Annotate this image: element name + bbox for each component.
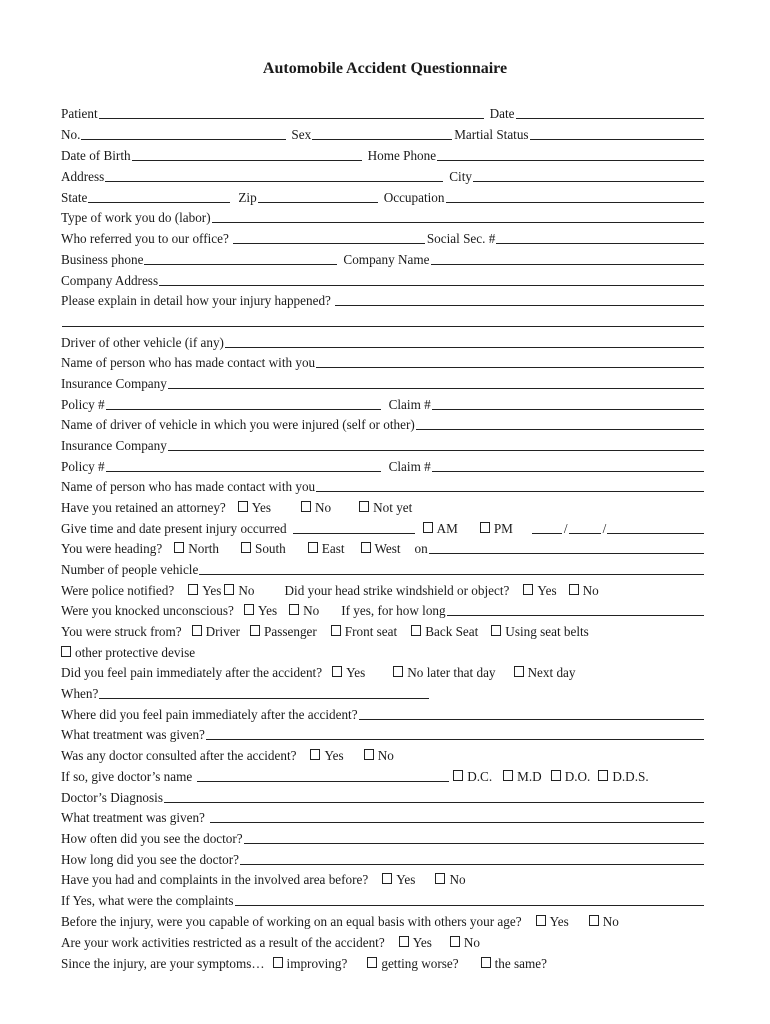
row-dob	[61, 143, 706, 163]
doctor-name-label: If so, give doctor’s name	[61, 769, 193, 784]
row-state	[61, 185, 706, 205]
row-explain	[61, 288, 706, 308]
time-field[interactable]	[293, 520, 415, 534]
checkbox-icon[interactable]	[423, 522, 433, 533]
people-field[interactable]	[199, 561, 704, 575]
how-long-label: How long did you see the doctor?	[61, 852, 239, 867]
checkbox-icon[interactable]	[453, 770, 463, 781]
option-label: South	[255, 541, 286, 556]
row-company-address	[61, 268, 706, 288]
row-heading	[61, 536, 706, 556]
address-field[interactable]	[105, 168, 443, 182]
option-label: Yes	[324, 748, 344, 763]
checkbox-icon[interactable]	[411, 625, 421, 636]
checkbox-icon[interactable]	[361, 542, 371, 553]
zip-field[interactable]	[258, 189, 378, 203]
state-field[interactable]	[88, 189, 230, 203]
policy-field[interactable]	[106, 396, 381, 410]
claim-field[interactable]	[432, 396, 704, 410]
am-option[interactable]	[423, 521, 458, 536]
checkbox-icon[interactable]	[174, 542, 184, 553]
option-label: getting worse?	[381, 956, 459, 971]
option-label: No	[463, 935, 481, 950]
checkbox-icon[interactable]	[332, 666, 342, 677]
pm-option[interactable]	[480, 521, 513, 536]
row-driver-injured	[61, 412, 706, 432]
checkbox-icon[interactable]	[382, 873, 392, 884]
row-struck	[61, 619, 706, 639]
row-how-long	[61, 847, 706, 867]
row-complaints	[61, 867, 706, 887]
pain-question: Did you feel pain immediately after the accident?	[61, 665, 323, 680]
checkbox-icon[interactable]	[331, 625, 341, 636]
work-type-field[interactable]	[212, 209, 704, 223]
pain-later-option[interactable]	[393, 665, 495, 680]
row-contact-1	[61, 350, 706, 370]
diagnosis-label: Doctor’s Diagnosis	[61, 790, 163, 805]
policy-field[interactable]	[106, 458, 381, 472]
option-label: Passenger	[264, 624, 317, 639]
south-option[interactable]	[241, 541, 286, 556]
checkbox-icon[interactable]	[250, 625, 260, 636]
option-label: M.D	[517, 769, 542, 784]
state-label: State	[61, 190, 88, 205]
treatment-label: What treatment was given?	[61, 727, 205, 742]
option-label: Yes	[346, 665, 366, 680]
doctor-yes-option[interactable]	[310, 748, 343, 763]
treatment-field[interactable]	[210, 809, 704, 823]
option-label: D.C.	[467, 769, 493, 784]
contact-field[interactable]	[316, 478, 704, 492]
option-label: Using seat belts	[505, 624, 589, 639]
day-field[interactable]	[569, 520, 601, 534]
checkbox-icon[interactable]	[536, 915, 546, 926]
checkbox-icon[interactable]	[551, 770, 561, 781]
row-diagnosis	[61, 785, 706, 805]
option-label: Yes	[202, 583, 222, 598]
option-label: No	[303, 603, 320, 618]
doctor-question: Was any doctor consulted after the accident?	[61, 748, 297, 763]
checkbox-icon[interactable]	[61, 646, 71, 657]
seat-belts-option[interactable]	[491, 624, 589, 639]
row-address	[61, 164, 706, 184]
option-label: Driver	[205, 624, 241, 639]
company-name-field[interactable]	[431, 251, 705, 265]
marital-label: Martial Status	[454, 127, 529, 142]
heading-question: You were heading?	[61, 541, 163, 556]
row-attorney	[61, 495, 706, 515]
windshield-question: Did your head strike windshield or object?	[284, 583, 510, 598]
checkbox-icon[interactable]	[364, 749, 374, 760]
row-other-driver	[61, 330, 706, 350]
passenger-option[interactable]	[250, 624, 317, 639]
row-treatment-1	[61, 722, 706, 742]
front-seat-option[interactable]	[331, 624, 397, 639]
checkbox-icon[interactable]	[188, 584, 198, 595]
checkbox-icon[interactable]	[289, 604, 299, 615]
if-yes-label: If Yes, what were the complaints	[61, 893, 234, 908]
dob-label: Date of Birth	[61, 148, 131, 163]
do-option[interactable]	[551, 769, 591, 784]
checkbox-icon[interactable]	[480, 522, 490, 533]
checkbox-icon[interactable]	[514, 666, 524, 677]
protective-device-option[interactable]	[61, 645, 195, 660]
checkbox-icon[interactable]	[523, 584, 533, 595]
restricted-question: Are your work activities restricted as a result of the accident?	[61, 935, 385, 950]
checkbox-icon[interactable]	[450, 936, 460, 947]
complaints-no-option[interactable]	[435, 872, 465, 887]
checkbox-icon[interactable]	[224, 584, 234, 595]
row-policy-1	[61, 392, 706, 412]
checkbox-icon[interactable]	[393, 666, 403, 677]
ssn-label: Social Sec. #	[426, 231, 496, 246]
sex-label: Sex	[291, 127, 312, 142]
checkbox-icon[interactable]	[491, 625, 501, 636]
checkbox-icon[interactable]	[308, 542, 318, 553]
row-no-sex	[61, 122, 706, 142]
row-contact-2	[61, 474, 706, 494]
checkbox-icon[interactable]	[598, 770, 608, 781]
occupation-field[interactable]	[446, 189, 705, 203]
date-separator: /	[563, 521, 568, 536]
option-label: other protective devise	[75, 645, 196, 660]
row-symptoms	[61, 951, 706, 971]
business-phone-label: Business phone	[61, 252, 144, 267]
row-doctor-name	[61, 764, 706, 784]
time-question: Give time and date present injury occurred	[61, 521, 287, 536]
how-often-field[interactable]	[244, 830, 704, 844]
on-label: on	[414, 541, 428, 556]
option-label: Yes	[412, 935, 432, 950]
option-label: Back Seat	[425, 624, 479, 639]
police-yes-option[interactable]	[188, 583, 221, 598]
checkbox-icon[interactable]	[481, 957, 491, 968]
how-long-field[interactable]	[447, 602, 704, 616]
date-separator: /	[602, 521, 607, 536]
explain-label: Please explain in detail how your injury happened?	[61, 293, 331, 308]
option-label: D.O.	[564, 769, 591, 784]
treatment-label: What treatment was given?	[61, 810, 205, 825]
east-option[interactable]	[308, 541, 345, 556]
policy-label: Policy #	[61, 397, 105, 412]
unconscious-yes-option[interactable]	[244, 603, 277, 618]
equal-yes-option[interactable]	[536, 914, 569, 929]
checkbox-icon[interactable]	[503, 770, 513, 781]
checkbox-icon[interactable]	[192, 625, 202, 636]
row-work-type	[61, 205, 706, 225]
unconscious-no-option[interactable]	[289, 603, 319, 618]
patient-field[interactable]	[99, 105, 484, 119]
checkbox-icon[interactable]	[359, 501, 369, 512]
dds-option[interactable]	[598, 769, 648, 784]
row-patient	[61, 101, 706, 121]
business-phone-field[interactable]	[144, 251, 337, 265]
year-field[interactable]	[607, 520, 704, 534]
date-field[interactable]	[516, 105, 704, 119]
windshield-no-option[interactable]	[569, 583, 599, 598]
row-business-phone	[61, 247, 706, 267]
option-label: Not yet	[373, 500, 413, 515]
row-insurance-1	[61, 371, 706, 391]
complaints-yes-option[interactable]	[382, 872, 415, 887]
windshield-yes-option[interactable]	[523, 583, 556, 598]
option-label: Next day	[527, 665, 576, 680]
claim-label: Claim #	[388, 459, 431, 474]
home-phone-label: Home Phone	[367, 148, 437, 163]
other-driver-label: Driver of other vehicle (if any)	[61, 335, 224, 350]
row-referred	[61, 226, 706, 246]
restricted-no-option[interactable]	[450, 935, 480, 950]
option-label: No	[238, 583, 255, 598]
struck-question: You were struck from?	[61, 624, 182, 639]
dob-field[interactable]	[132, 147, 362, 161]
doctor-no-option[interactable]	[364, 748, 394, 763]
other-driver-field[interactable]	[225, 334, 704, 348]
referred-label: Who referred you to our office?	[61, 231, 229, 246]
driver-injured-label: Name of driver of vehicle in which you were injured (self or other)	[61, 417, 415, 432]
pain-yes-option[interactable]	[332, 665, 365, 680]
claim-field[interactable]	[432, 458, 704, 472]
row-policy-2	[61, 454, 706, 474]
west-option[interactable]	[361, 541, 401, 556]
option-label: No	[314, 500, 332, 515]
pain-next-day-option[interactable]	[514, 665, 576, 680]
if-yes-field[interactable]	[235, 892, 705, 906]
attorney-not-yet-option[interactable]	[359, 500, 412, 515]
insurance-field[interactable]	[168, 375, 704, 389]
option-label: Yes	[537, 583, 557, 598]
option-label: No	[582, 583, 599, 598]
restricted-yes-option[interactable]	[399, 935, 432, 950]
marital-field[interactable]	[530, 126, 704, 140]
row-explain-continued	[61, 309, 706, 329]
company-address-field[interactable]	[159, 272, 704, 286]
explain-field-2[interactable]	[62, 313, 704, 327]
sex-field[interactable]	[312, 126, 452, 140]
how-long-label: If yes, for how long	[341, 603, 446, 618]
option-label: improving?	[286, 956, 348, 971]
city-label: City	[449, 169, 472, 184]
checkbox-icon[interactable]	[238, 501, 248, 512]
no-label: No.	[61, 127, 81, 142]
md-option[interactable]	[503, 769, 542, 784]
option-label: AM	[436, 521, 458, 536]
option-label: the same?	[494, 956, 547, 971]
checkbox-icon[interactable]	[244, 604, 254, 615]
row-equal-basis	[61, 909, 706, 929]
row-treatment-2	[61, 805, 706, 825]
when-field[interactable]	[99, 685, 429, 699]
row-protective	[61, 640, 706, 660]
contact-label: Name of person who has made contact with you	[61, 355, 316, 370]
checkbox-icon[interactable]	[310, 749, 320, 760]
option-label: Front seat	[344, 624, 398, 639]
option-label: No	[602, 914, 619, 929]
how-long-field[interactable]	[240, 851, 704, 865]
row-doctor	[61, 743, 706, 763]
improving-option[interactable]	[273, 956, 348, 971]
driver-option[interactable]	[192, 624, 240, 639]
row-insurance-2	[61, 433, 706, 453]
people-label: Number of people vehicle	[61, 562, 199, 577]
treatment-field[interactable]	[206, 726, 704, 740]
worse-option[interactable]	[367, 956, 458, 971]
checkbox-icon[interactable]	[301, 501, 311, 512]
checkbox-icon[interactable]	[273, 957, 283, 968]
address-label: Address	[61, 169, 105, 184]
no-field[interactable]	[81, 126, 286, 140]
attorney-yes-option[interactable]	[238, 500, 271, 515]
option-label: D.D.S.	[612, 769, 649, 784]
police-no-option[interactable]	[224, 583, 254, 598]
complaints-question: Have you had and complaints in the involved area before?	[61, 872, 369, 887]
back-seat-option[interactable]	[411, 624, 478, 639]
insurance-label: Insurance Company	[61, 376, 167, 391]
patient-label: Patient	[61, 106, 98, 121]
how-often-label: How often did you see the doctor?	[61, 831, 243, 846]
diagnosis-field[interactable]	[164, 789, 704, 803]
insurance-label: Insurance Company	[61, 438, 167, 453]
ssn-field[interactable]	[496, 230, 704, 244]
home-phone-field[interactable]	[437, 147, 704, 161]
equal-basis-question: Before the injury, were you capable of working on an equal basis with others your age?	[61, 914, 522, 929]
page-title: Automobile Accident Questionnaire	[262, 60, 508, 77]
row-restricted	[61, 930, 706, 950]
police-question: Were police notified?	[61, 583, 175, 598]
row-when	[61, 681, 706, 701]
option-label: No	[449, 872, 466, 887]
option-label: No later that day	[407, 665, 496, 680]
contact-label: Name of person who has made contact with you	[61, 479, 316, 494]
checkbox-icon[interactable]	[589, 915, 599, 926]
same-option[interactable]	[481, 956, 547, 971]
north-option[interactable]	[174, 541, 219, 556]
attorney-no-option[interactable]	[301, 500, 331, 515]
equal-no-option[interactable]	[589, 914, 619, 929]
row-pain	[61, 660, 706, 680]
where-label: Where did you feel pain immediately after the accident?	[61, 707, 358, 722]
month-field[interactable]	[532, 520, 562, 534]
row-police	[61, 578, 706, 598]
row-unconscious	[61, 598, 706, 618]
on-field[interactable]	[429, 540, 704, 554]
option-label: Yes	[549, 914, 569, 929]
company-name-label: Company Name	[343, 252, 430, 267]
row-where	[61, 702, 706, 722]
driver-injured-field[interactable]	[416, 416, 704, 430]
row-people	[61, 557, 706, 577]
where-field[interactable]	[359, 706, 704, 720]
dc-option[interactable]	[453, 769, 492, 784]
option-label: West	[374, 541, 401, 556]
checkbox-icon[interactable]	[399, 936, 409, 947]
claim-label: Claim #	[388, 397, 431, 412]
row-time	[61, 516, 706, 536]
insurance-field[interactable]	[168, 437, 704, 451]
unconscious-question: Were you knocked unconscious?	[61, 603, 234, 618]
option-label: Yes	[251, 500, 271, 515]
option-label: Yes	[396, 872, 416, 887]
work-type-label: Type of work you do (labor)	[61, 210, 211, 225]
occupation-label: Occupation	[383, 190, 445, 205]
checkbox-icon[interactable]	[435, 873, 445, 884]
city-field[interactable]	[473, 168, 704, 182]
option-label: East	[321, 541, 345, 556]
option-label: No	[377, 748, 394, 763]
checkbox-icon[interactable]	[367, 957, 377, 968]
checkbox-icon[interactable]	[241, 542, 251, 553]
option-label: PM	[493, 521, 513, 536]
attorney-question: Have you retained an attorney?	[61, 500, 226, 515]
row-if-yes	[61, 888, 706, 908]
referred-field[interactable]	[233, 230, 425, 244]
zip-label: Zip	[238, 190, 257, 205]
explain-field[interactable]	[335, 292, 704, 306]
checkbox-icon[interactable]	[569, 584, 579, 595]
option-label: North	[188, 541, 219, 556]
policy-label: Policy #	[61, 459, 105, 474]
option-label: Yes	[257, 603, 278, 618]
symptoms-question: Since the injury, are your symptoms…	[61, 956, 265, 971]
company-address-label: Company Address	[61, 273, 159, 288]
date-label: Date	[489, 106, 515, 121]
when-label: When?	[61, 686, 99, 701]
doctor-name-field[interactable]	[197, 768, 449, 782]
contact-field[interactable]	[316, 354, 704, 368]
row-how-often	[61, 826, 706, 846]
